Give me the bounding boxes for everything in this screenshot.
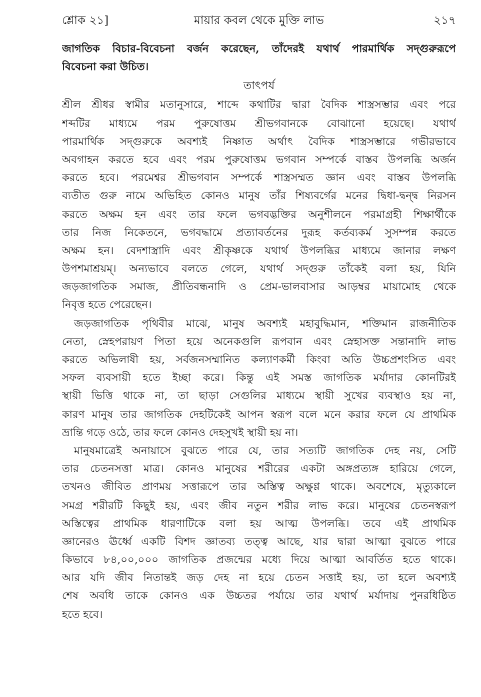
text-line: তার নিজ নিকেতনে, ভগবদ্ধামে প্রত্যাবর্তনের দুরূহ কর্তব্যকর্ম সুসম্পন্ন করতে xyxy=(62,226,456,239)
text-line: নেতা, স্নেহপরায়ণ পিতা হয়ে অনেকগুলি রূপবান এবং স্নেহাসক্ত সন্তানাদি লাভ xyxy=(62,335,456,348)
text-line: অস্তিত্বের প্রাথমিক ধারণাটিকে বলা হয় আত্ম উপলব্ধি। তবে এই প্রাথমিক xyxy=(62,517,456,530)
text-line: জড়জাগতিক সমাজ, প্রীতিবন্ধনাদি ও প্রেম-ভালবাসার আড়ম্বর মায়ামোহ থেকে xyxy=(62,281,456,294)
text-line: কিভাবে ৮৪,০০,০০০ জাগতিক প্রজন্মের মধ্যে দিয়ে আত্মা আবর্তিত হতে থাকে। xyxy=(62,554,456,567)
text-line: ব্যতীত গুরু নামে অভিহিত কোনও মানুষ তাঁর শিষ্যবর্গের মনের দ্বিধা-দ্বন্দ্ব নিরসন xyxy=(62,190,456,203)
text-line: তখনও জীবিত প্রাণময় সত্তারূপে তার অস্তিত্ব অক্ষুণ্ণ থাকে। অবশেষে, মৃত্যুকালে xyxy=(62,481,456,494)
text-line: জড়জাগতিক পৃথিবীর মাঝে, মানুষ অবশ্যই মহাবুদ্ধিমান, শক্তিমান রাজনীতিক xyxy=(74,317,456,330)
text-line: আর যদি জীব নিতান্তই জড় দেহ না হয়ে চেতন সত্তাই হয়, তা হলে অবশ্যই xyxy=(62,572,456,585)
text-line: শ্রীল শ্রীধর স্বামীর মতানুসারে, শাব্দে কথাটির দ্বারা বৈদিক শাস্ত্রসম্ভার এবং পরে xyxy=(62,99,456,112)
purport-paragraph-1 xyxy=(62,96,456,314)
translation-line: জাগতিক বিচার-বিবেচনা বর্জন করেছেন, তাঁদেরই যথার্থ পারমার্থিক সদ্গুরুরূপে xyxy=(62,43,456,55)
text-line: পারমার্থিক সদ্গুরুকে অবশ্যই নিষ্ণাত অর্থাৎ বৈদিক শাস্ত্রসম্ভারে গভীরভাবে xyxy=(62,135,456,148)
text-line: করতে হবে। পরমেশ্বর শ্রীভগবান সম্পর্কে শাস্ত্রসম্মত জ্ঞান এবং বাস্তব উপলব্ধি xyxy=(62,172,456,185)
translation-line: বিবেচনা করা উচিত। xyxy=(62,61,149,74)
text-line: শব্দটির মাধ্যমে পরম পুরুষোত্তম শ্রীভগবানকে বোঝানো হয়েছে। যথার্থ xyxy=(62,117,456,130)
text-line: সফল ব্যবসায়ী হতে ইচ্ছা করে। কিন্তু এই সমস্ত জাগতিক মর্যাদার কোনটিরই xyxy=(62,372,456,385)
text-line: অবগাহন করতে হবে এবং পরম পুরুষোত্তম ভগবান সম্পর্কে বাস্তব উপলব্ধি অর্জন xyxy=(62,153,456,166)
text-line: করতে অক্ষম হন এবং তার ফলে ভগবদ্ভক্তির অনুশীলনে পরমাগ্রহী শিক্ষার্থীকে xyxy=(62,208,456,221)
text-line: নিবৃত্ত হতে পেরেছেন। xyxy=(62,299,152,312)
text-line: উপশমাশ্রয়ম্। অন্যভাবে বলতে গেলে, যথার্থ সদ্গুরু তাঁকেই বলা হয়, যিনি xyxy=(62,263,456,276)
text-line: কারণ মানুষ তার জাগতিক দেহটিকেই আপন স্বরূপ বলে মনে করার ফলে যে প্রাথমিক xyxy=(62,408,456,421)
text-line: সমগ্র শরীরটি কিছুই হয়, এবং জীব নতুন শরীর লাভ করে। মানুষের চেতনস্বরূপ xyxy=(62,499,456,512)
purport-paragraph-2 xyxy=(62,315,456,442)
text-line: শেষ অবধি তাকে কোনও এক উচ্চতর পর্যায়ে তার যথার্থ মর্যাদায় পুনরধিষ্ঠিত xyxy=(62,590,456,603)
text-line: ভ্রান্তি গড়ে ওঠে, তার ফলে কোনও দেহসুখই স্থায়ী হয় না। xyxy=(62,426,299,439)
purport-paragraph-3 xyxy=(62,442,456,624)
page-body xyxy=(62,40,456,624)
text-line: তার চেতনসত্তা মাত্র। কোনও মানুষের শরীরের একটা অঙ্গপ্রত্যঙ্গ হারিয়ে গেলে, xyxy=(62,463,456,476)
text-line: জ্ঞানেরও ঊর্ধ্বে একটি বিশদ জ্ঞাতব্য তত্ত্ব আছে, যার দ্বারা আত্মা বুঝতে পারে xyxy=(62,535,456,548)
page-number: ২১৭ xyxy=(433,13,456,27)
verse-reference: শ্লোক ২১] xyxy=(62,13,109,27)
text-line: মানুষমাত্রেই অনায়াসে বুঝতে পারে যে, তার সত্যটি জাগতিক দেহ নয়, সেটি xyxy=(74,444,456,457)
text-line: করতে অভিলাষী হয়, সর্বজনসম্মানিত কল্যাণকর্মী কিংবা অতি উচ্চপ্রশংসিত এবং xyxy=(62,354,456,366)
purport-heading: তাৎপর্য xyxy=(243,79,275,93)
chapter-title: মায়ার কবল থেকে মুক্তি লাভ xyxy=(194,13,324,27)
text-line: হতে হবে। xyxy=(62,608,103,621)
text-line: অক্ষম হন। বেদশাস্ত্রাদি এবং শ্রীকৃষ্ণকে যথার্থ উপলব্ধির মাধ্যমে জানার লক্ষণ xyxy=(62,244,456,257)
running-head xyxy=(62,12,456,28)
text-line: স্থায়ী ভিত্তি থাকে না, তা ছাড়া সেগুলির মাধ্যমে স্থায়ী সুখের ব্যবস্থাও হয় না, xyxy=(62,390,456,403)
